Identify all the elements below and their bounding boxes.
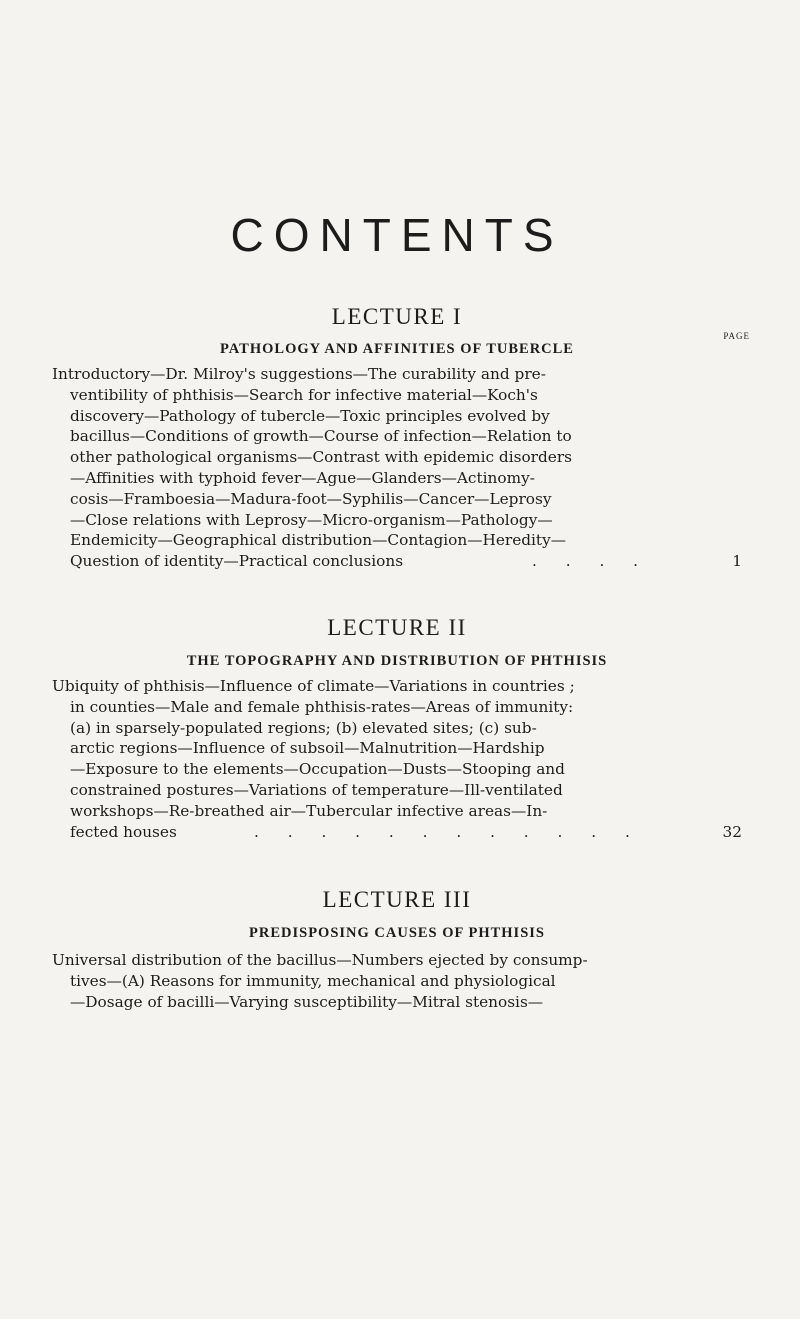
entry-line: ventibility of phthisis—Search for infective material—Koch's [70,385,538,404]
entry-line: Ubiquity of phthisis—Influence of climate—Variations in countries ; [52,677,575,695]
entry-last-line [52,822,742,843]
entry-line: tives—(A) Reasons for immunity, mechanical and physiological [70,971,556,990]
lecture-2-heading: LECTURE II [327,615,467,640]
lecture-1-heading: LECTURE I [331,304,463,329]
lecture-1-entry [52,364,742,572]
dot-leaders: . . . . [532,552,651,571]
entry-line: Endemicity—Geographical distribution—Contagion—Heredity— [70,531,567,550]
entry-line-text: Question of identity—Practical conclusions [70,552,404,571]
entry-line: other pathological organisms—Contrast with epidemic disorders [70,448,572,467]
entry-line: discovery—Pathology of tubercle—Toxic principles evolved by [70,406,550,425]
entry-line: in counties—Male and female phthisis-rates—Areas of immunity: [70,697,574,716]
contents-page [52,0,750,1319]
lecture-1-subtitle: PATHOLOGY AND AFFINITIES OF TUBERCLE [220,341,574,357]
entry-line: bacillus—Conditions of growth—Course of infection—Relation to [70,427,572,446]
entry-line: constrained postures—Variations of temperature—Ill-ventilated [70,780,563,799]
entry-line: —Affinities with typhoid fever—Ague—Glanders—Actinomy- [70,468,535,487]
entry-line-text: fected houses [70,822,177,841]
lecture-3-entry [52,950,742,1012]
entry-line: cosis—Framboesia—Madura-foot—Syphilis—Cancer—Leprosy [70,489,552,508]
entry-line: —Dosage of bacilli—Varying susceptibility—Mitral stenosis— [70,992,544,1011]
entry-line: (a) in sparsely-populated regions; (b) elevated sites; (c) sub- [70,718,537,737]
dot-leaders: . . . . . . . . . . . . [254,822,642,841]
entry-last-line [52,551,742,572]
page-number: 32 [722,822,742,841]
entry-line: workshops—Re-breathed air—Tubercular infective areas—In- [70,801,548,820]
lecture-3-subtitle: PREDISPOSING CAUSES OF PHTHISIS [249,925,545,941]
page-title: CONTENTS [230,209,564,261]
entry-line: arctic regions—Influence of subsoil—Malnutrition—Hardship [70,739,545,758]
page-number: 1 [732,552,742,571]
entry-line: Introductory—Dr. Milroy's suggestions—The curability and pre- [52,365,546,383]
lecture-2-subtitle: THE TOPOGRAPHY AND DISTRIBUTION OF PHTHISIS [186,653,608,669]
entry-line: Universal distribution of the bacillus—Numbers ejected by consump- [52,951,588,969]
lecture-2-entry [52,676,742,842]
lecture-3-heading: LECTURE III [322,887,472,912]
entry-line: —Exposure to the elements—Occupation—Dusts—Stooping and [70,760,565,779]
page-column-label: PAGE [723,331,750,341]
entry-line: —Close relations with Leprosy—Micro-organism—Pathology— [70,510,553,529]
